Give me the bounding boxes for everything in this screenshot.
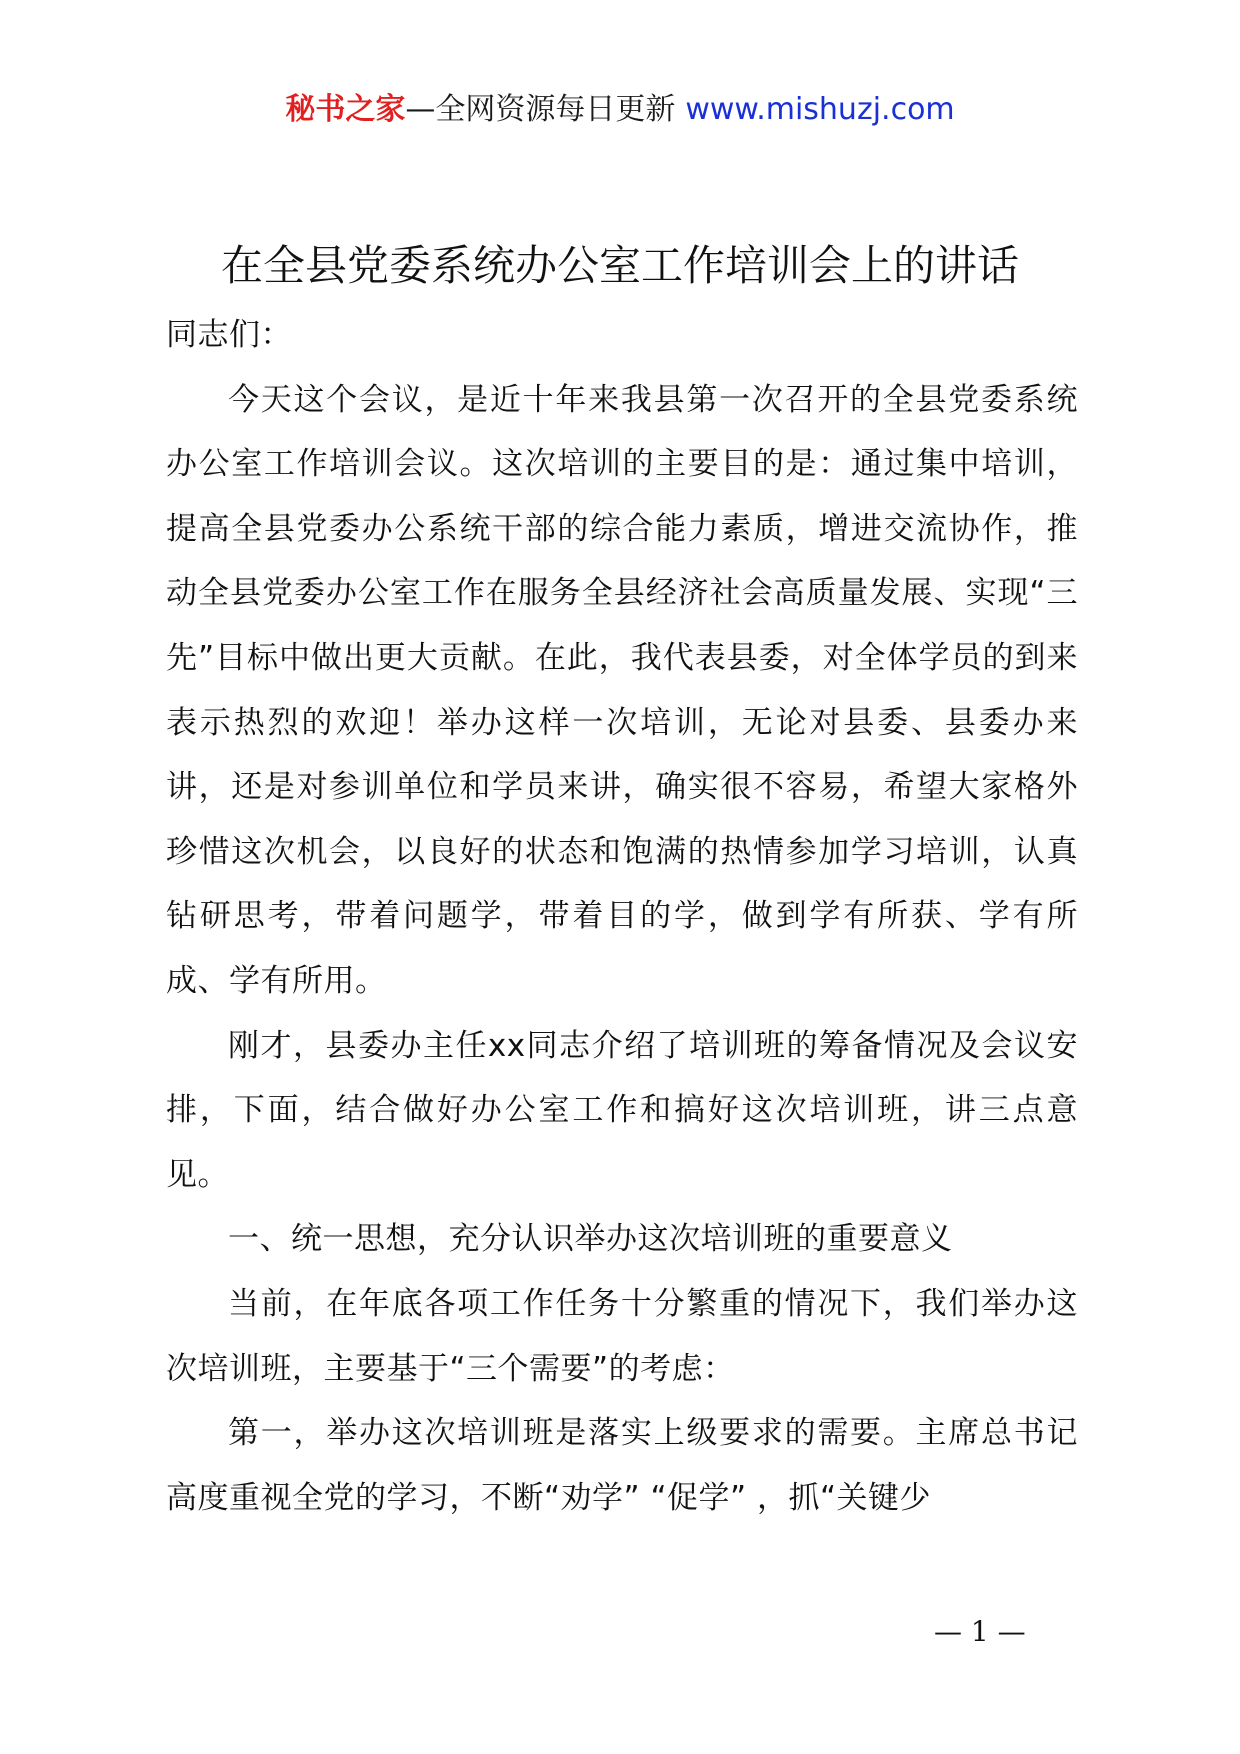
site-header xyxy=(0,90,1240,130)
paragraph-background: 当前，在年底各项工作任务十分繁重的情况下，我们举办这次培训班，主要基于“三个需要”的考虑： xyxy=(166,1285,1078,1387)
paragraph-intro: 今天这个会议，是近十年来我县第一次召开的全县党委系统办公室工作培训会议。这次培训的主要目的是：通过集中培训，提高全县党委办公系统干部的综合能力素质，增进交流协作，推动全县党委办公室工作在服务全县经济社会高质量发展、实现“三先”目标中做出更大贡献。在此，我代表县委，对全体学员的到来表示热烈的欢迎！举办这样一次培训，无论对县委、县委办来讲，还是对参训单位和学员来讲，确实很不容易，希望大家格外珍惜这次机会，以良好的状态和饱满的热情参加学习培训，认真钻研思考，带着问题学，带着目的学，做到学有所获、学有所成、学有所用。 xyxy=(166,381,1078,999)
document-body xyxy=(166,303,1078,1530)
section-heading-1: 一、统一思想，充分认识举办这次培训班的重要意义 xyxy=(228,1221,953,1258)
page-number: — 1 — xyxy=(934,1615,1026,1648)
salutation: 同志们： xyxy=(166,317,292,353)
site-slogan: —全网资源每日更新 xyxy=(405,92,676,127)
paragraph-first-need: 第一，举办这次培训班是落实上级要求的需要。主席总书记高度重视全党的学习，不断“劝学” “促学” ，抓“关键少 xyxy=(166,1415,1078,1516)
document-title: 在全县党委系统办公室工作培训会上的讲话 xyxy=(220,241,1019,290)
site-url-link[interactable]: www.mishuzj.com xyxy=(685,92,955,127)
paragraph-arrangement: 刚才，县委办主任xx同志介绍了培训班的筹备情况及会议安排，下面，结合做好办公室工作和搞好这次培训班，讲三点意见。 xyxy=(166,1027,1078,1193)
site-brand: 秘书之家 xyxy=(285,92,406,127)
